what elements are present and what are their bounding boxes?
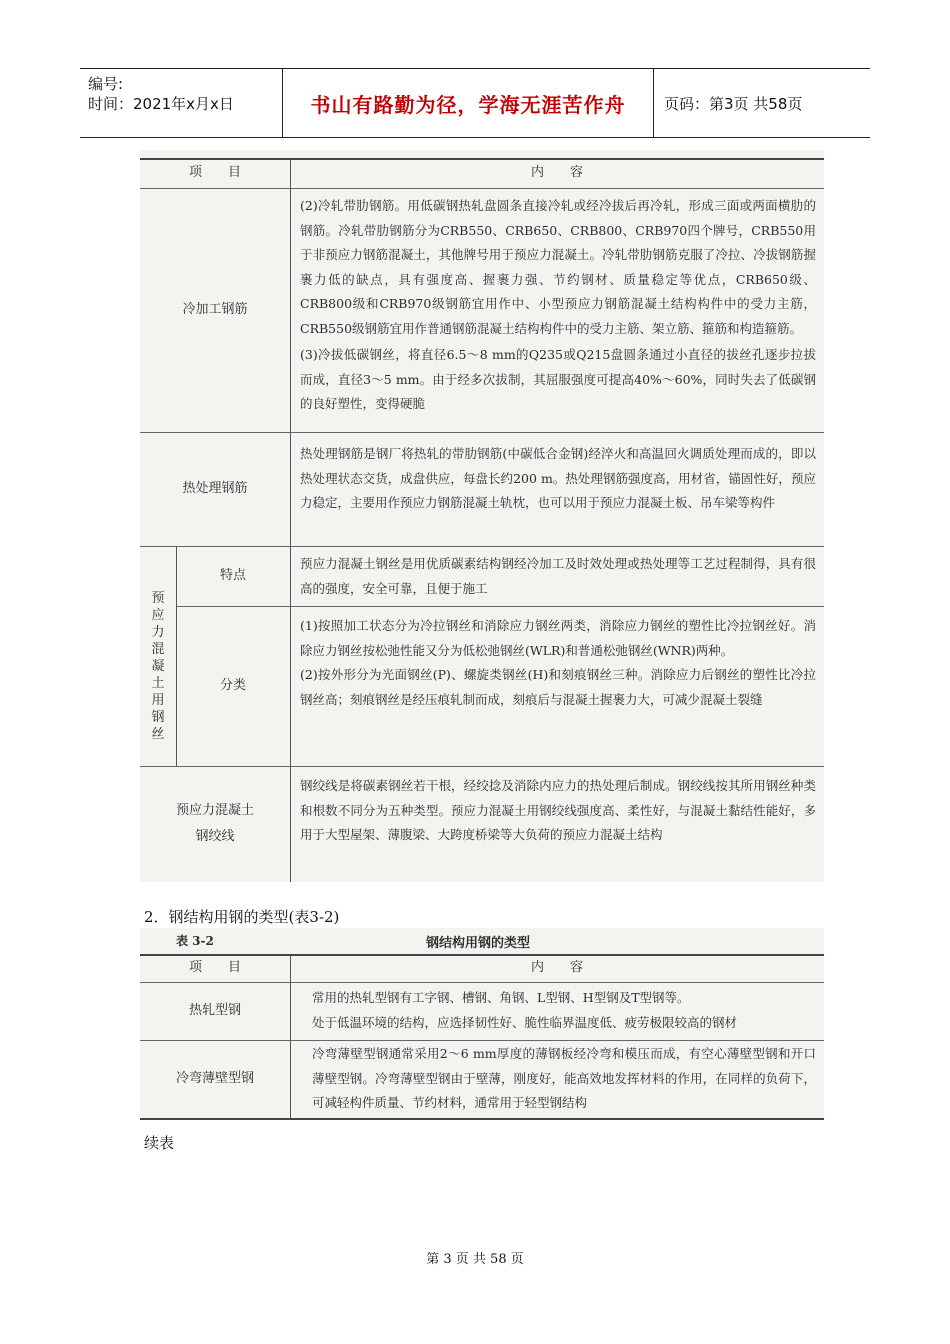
row-label-cold-formed: 冷弯薄壁型钢 [175, 1071, 254, 1086]
section-heading: 2．钢结构用钢的类型(表3-2) [144, 908, 340, 926]
row-text-classification [300, 614, 816, 712]
classification-paragraph-2: (2)按外形分为光面钢丝(P)、螺旋类钢丝(H)和刻痕钢丝三种。消除应力后钢丝的塑性比冷拉钢丝高；刻痕钢丝是经压痕轧制而成，刻痕后与混凝土握裹力大，可减少混凝土裂缝 [300, 667, 816, 707]
page-info: 页码：第3页 共58页 [664, 94, 803, 113]
document-number-label: 编号: [88, 75, 124, 93]
cold-worked-paragraph-2: (3)冷拔低碳钢丝，将直径6.5～8 mm的Q235或Q215盘圆条通过小直径的拔丝孔逐步拉拔而成，直径3～5 mm。由于经多次拔制，其屈服强度可提高40%～60%，同时失去了低碳钢的良好塑性，变得硬脆 [300, 347, 816, 411]
page-footer: 第 3 页 共 58 页 [426, 1252, 524, 1267]
header-page-cell [654, 69, 870, 137]
row-text-cold-formed: 冷弯薄壁型钢通常采用2～6 mm厚度的薄钢板经冷弯和模压而成，有空心薄壁型钢和开口薄壁型钢。冷弯薄壁型钢由于壁薄，刚度好，能高效地发挥材料的作用，在同样的负荷下，可减轻构件质量、节约材料，通常用于轻型钢结构 [312, 1046, 816, 1110]
hot-rolled-line-1: 常用的热轧型钢有工字钢、槽钢、角钢、L型钢、H型钢及T型钢等。 [312, 990, 690, 1005]
header-meta-cell [80, 69, 283, 137]
column-divider [290, 158, 291, 882]
document-date-label: 时间：2021年x月x日 [88, 95, 234, 113]
motto-text: 书山有路勤为径，学海无涯苦作舟 [310, 92, 626, 117]
hot-rolled-line-2: 处于低温环境的结构，应选择韧性好、脆性临界温度低、疲劳极限较高的钢材 [312, 1014, 738, 1030]
row-text-hot-rolled [312, 986, 816, 1035]
row-text-heat-treated: 热处理钢筋是钢厂将热轧的带肋钢筋(中碳低合金钢)经淬火和高温回火调质处理而成的，即以热处理状态交货，成盘供应，每盘长约200 m。热处理钢筋强度高，用材省，锚固性好，预应力稳定，主要用作预应力钢筋混凝土轨枕，也可以用于预应力混凝土板、吊车梁等构件 [300, 446, 816, 510]
row-text-cold-worked [300, 194, 816, 417]
strand-label-line-2: 钢绞线 [195, 829, 235, 844]
steel-bar-table-image [140, 150, 824, 882]
strand-label-line-1: 预应力混凝土 [175, 803, 254, 818]
column-header-item: 项 目 [188, 960, 241, 975]
row-label-classification: 分类 [219, 678, 246, 693]
row-label-hot-rolled: 热轧型钢 [188, 1003, 241, 1018]
classification-paragraph-1: (1)按照加工状态分为冷拉钢丝和消除应力钢丝两类，消除应力钢丝的塑性比冷拉钢丝好。消除应力钢丝按松弛性能又分为低松弛钢丝(WLR)和普通松弛钢丝(WNR)两种。 [300, 618, 816, 658]
row-label-heat-treated: 热处理钢筋 [182, 481, 248, 496]
table-bottom-rule [140, 1118, 824, 1120]
row-label-strand [140, 766, 290, 882]
column-header-content: 内 容 [530, 165, 583, 180]
row-label-cold-worked: 冷加工钢筋 [182, 302, 248, 317]
table-title: 钢结构用钢的类型 [426, 936, 531, 951]
row-text-strand: 钢绞线是将碳素钢丝若干根，经绞捻及消除内应力的热处理后制成。钢绞线按其所用钢丝种类和根数不同分为五种类型。预应力混凝土用钢绞线强度高、柔性好，与混凝土黏结性能好，多用于大型屋架、薄腹梁、大跨度桥梁等大负荷的预应力混凝土结构 [300, 778, 816, 842]
continued-label: 续表 [144, 1134, 175, 1152]
group-label-prestressed-wire: 预应力混凝土用钢丝 [151, 591, 165, 742]
cold-worked-paragraph-1: (2)冷轧带肋钢筋。用低碳钢热轧盘圆条直接冷轧或经冷拔后再冷轧，形成三面或两面横肋的钢筋。冷轧带肋钢筋分为CRB550、CRB650、CRB800、CRB970四个牌号，CRB550用于非预应力钢筋混凝土，其他牌号用于预应力混凝土。冷轧带肋钢筋克服了冷拉、冷拔钢筋握裹力低的缺点，具有强度高、握裹力强、节约钢材、质量稳定等优点，CRB650级、CRB800级和CRB970级钢筋宜用作中、小型预应力钢筋混凝土结构构件中的受力主筋，CRB550级钢筋宜用作普通钢筋混凝土结构构件中的受力主筋、架立筋、箍筋和构造箍筋。 [300, 198, 816, 336]
structural-steel-table-image [140, 928, 824, 1120]
column-header-content: 内 容 [530, 960, 583, 975]
header-motto-cell [283, 69, 654, 137]
column-header-item: 项 目 [188, 165, 241, 180]
row-text-feature: 预应力混凝土钢丝是用优质碳素结构钢经冷加工及时效处理或热处理等工艺过程制得，具有很高的强度，安全可靠，且便于施工 [300, 556, 816, 596]
row-label-feature: 特点 [219, 568, 246, 583]
page-header [80, 68, 870, 138]
table-number: 表 3-2 [176, 934, 214, 948]
